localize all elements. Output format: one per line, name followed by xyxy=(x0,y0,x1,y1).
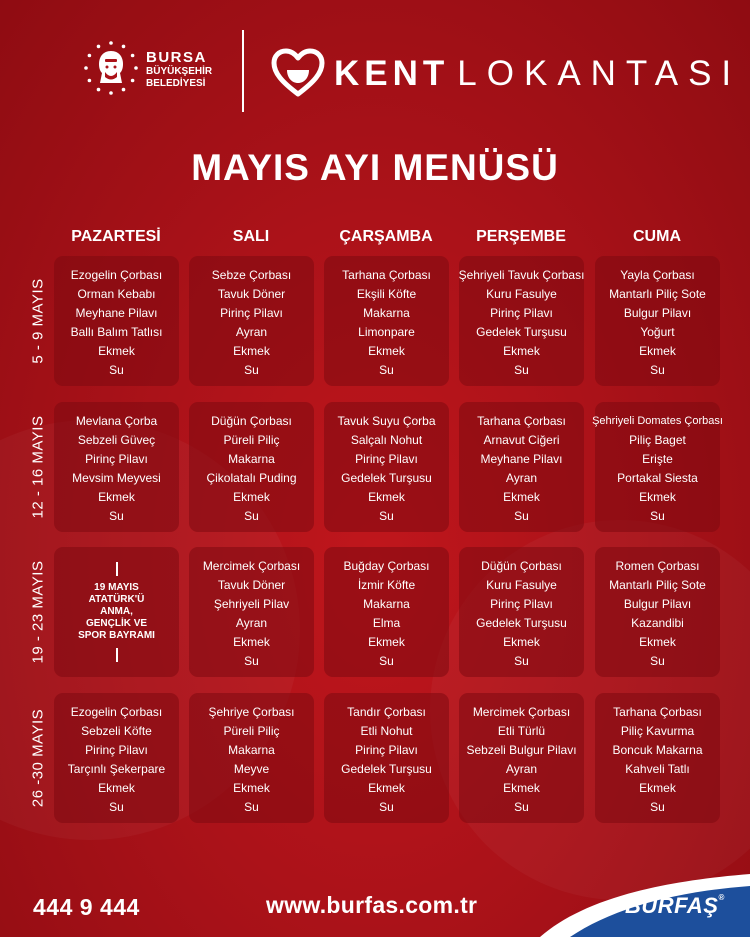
menu-item: Etli Türlü xyxy=(497,724,546,738)
week-label-text: 12 - 16 MAYIS xyxy=(29,415,47,519)
menu-item: Düğün Çorbası xyxy=(211,414,292,428)
menu-item: Yoğurt xyxy=(640,325,675,339)
menu-item: Ekmek xyxy=(503,781,540,795)
menu-item: Şehriye Çorbası xyxy=(208,705,295,719)
menu-item: İzmir Köfte xyxy=(357,578,416,592)
menu-item: Gedelek Turşusu xyxy=(476,616,567,630)
menu-item: Mevlana Çorba xyxy=(75,414,158,428)
menu-item: Ekmek xyxy=(233,490,270,504)
burfas-logo-text: BURFAŞ xyxy=(625,893,719,918)
menu-item: Meyve xyxy=(233,762,270,776)
menu-cell xyxy=(324,256,449,386)
menu-item: Püreli Piliç xyxy=(223,433,280,447)
menu-cell xyxy=(595,547,720,677)
menu-item: Ekmek xyxy=(233,344,270,358)
menu-cell xyxy=(459,547,584,677)
menu-item: Bulgur Pilavı xyxy=(623,306,692,320)
holiday-text: GENÇLİK VE xyxy=(85,618,148,629)
header xyxy=(0,28,750,118)
menu-item: Salçalı Nohut xyxy=(350,433,423,447)
menu-item: Ekşili Köfte xyxy=(356,287,417,301)
menu-item: Mantarlı Piliç Sote xyxy=(609,287,706,301)
menu-cell xyxy=(189,256,314,386)
week-label-text: 19 - 23 MAYIS xyxy=(29,560,47,664)
header-divider xyxy=(242,30,244,112)
menu-item: Ekmek xyxy=(98,490,135,504)
menu-item: Ezogelin Çorbası xyxy=(70,705,163,719)
kent-lokantasi-heart-bowl-icon xyxy=(270,48,326,98)
menu-item: Sebzeli Köfte xyxy=(81,724,152,738)
menu-item: Su xyxy=(650,363,665,377)
menu-item: Ekmek xyxy=(368,781,405,795)
menu-item: Tavuk Döner xyxy=(217,287,286,301)
menu-item: Su xyxy=(514,363,529,377)
menu-item: Makarna xyxy=(228,743,275,757)
holiday-text: 19 MAYIS xyxy=(94,582,139,593)
kent-lokantasi-brand xyxy=(334,54,741,94)
menu-cell xyxy=(54,402,179,532)
municipality-name xyxy=(146,50,212,89)
menu-cell xyxy=(595,693,720,823)
menu-item: Çikolatalı Puding xyxy=(206,471,297,485)
menu-item: Portakal Siesta xyxy=(617,471,698,485)
menu-item: Sebzeli Güveç xyxy=(77,433,156,447)
menu-item: Sebze Çorbası xyxy=(211,268,292,282)
menu-item: Pirinç Pilavı xyxy=(85,743,148,757)
menu-item: Pirinç Pilavı xyxy=(355,452,418,466)
menu-item: Etli Nohut xyxy=(360,724,413,738)
menu-item: Pirinç Pilavı xyxy=(220,306,283,320)
menu-item: Gedelek Turşusu xyxy=(476,325,567,339)
menu-item: Boncuk Makarna xyxy=(612,743,703,757)
week-label-text: 5 - 9 MAYIS xyxy=(29,278,47,364)
day-header-thursday: PERŞEMBE xyxy=(476,228,566,245)
menu-item: Su xyxy=(514,800,529,814)
menu-item: Kazandibi xyxy=(631,616,684,630)
day-header-friday: CUMA xyxy=(633,228,681,245)
day-header-monday: PAZARTESİ xyxy=(71,228,161,245)
day-header-tuesday: SALI xyxy=(232,228,270,245)
menu-item: Sebzeli Bulgur Pilavı xyxy=(466,743,577,757)
menu-item: Pirinç Pilavı xyxy=(85,452,148,466)
menu-item: Su xyxy=(650,509,665,523)
menu-item: Şehriyeli Domates Çorbası xyxy=(592,415,723,427)
menu-item: Ekmek xyxy=(639,344,676,358)
menu-item: Ekmek xyxy=(368,635,405,649)
menu-cell xyxy=(459,256,584,386)
menu-item: Ekmek xyxy=(98,781,135,795)
menu-item: Ekmek xyxy=(503,635,540,649)
menu-item: Ekmek xyxy=(639,635,676,649)
menu-item: Pirinç Pilavı xyxy=(490,597,553,611)
menu-item: Pirinç Pilavı xyxy=(355,743,418,757)
burfas-logo xyxy=(625,893,725,919)
menu-item: Limonpare xyxy=(358,325,415,339)
menu-item: Ekmek xyxy=(98,344,135,358)
menu-item: Kuru Fasulye xyxy=(486,578,557,592)
registered-mark: ® xyxy=(718,893,725,902)
menu-item: Su xyxy=(379,509,394,523)
menu-cell xyxy=(54,256,179,386)
menu-item: Kuru Fasulye xyxy=(486,287,557,301)
municipality-name-line1: BURSA xyxy=(146,49,207,66)
menu-item: Ayran xyxy=(505,762,538,776)
menu-item: Arnavut Ciğeri xyxy=(483,433,560,447)
holiday-cell xyxy=(54,547,179,677)
menu-cell xyxy=(459,693,584,823)
menu-cell xyxy=(189,547,314,677)
menu-item: Su xyxy=(514,654,529,668)
menu-item: Su xyxy=(650,654,665,668)
menu-item: Bulgur Pilavı xyxy=(623,597,692,611)
menu-item: Mercimek Çorbası xyxy=(202,559,301,573)
holiday-text: ANMA, xyxy=(100,606,133,617)
menu-cell xyxy=(189,402,314,532)
menu-item: Tarhana Çorbası xyxy=(342,268,431,282)
menu-item: Ayran xyxy=(505,471,538,485)
menu-item: Su xyxy=(650,800,665,814)
brand-bold-text: KENT xyxy=(334,54,450,93)
menu-item: Su xyxy=(109,509,124,523)
menu-cell xyxy=(324,693,449,823)
menu-item: Su xyxy=(244,509,259,523)
footer-website[interactable]: www.burfas.com.tr xyxy=(266,892,478,918)
menu-item: Su xyxy=(514,509,529,523)
holiday-text: SPOR BAYRAMI xyxy=(78,630,155,641)
holiday-divider xyxy=(116,562,118,576)
bursa-municipality-emblem-icon xyxy=(82,39,140,97)
menu-item: Ekmek xyxy=(368,490,405,504)
menu-item: Meyhane Pilavı xyxy=(75,306,158,320)
menu-item: Ekmek xyxy=(233,781,270,795)
menu-item: Mantarlı Piliç Sote xyxy=(609,578,706,592)
menu-item: Su xyxy=(244,363,259,377)
menu-item: Makarna xyxy=(363,597,410,611)
menu-item: Ballı Balım Tatlısı xyxy=(70,325,163,339)
menu-item: Ezogelin Çorbası xyxy=(70,268,163,282)
menu-cell xyxy=(592,402,723,532)
menu-item: Ekmek xyxy=(233,635,270,649)
menu-item: Romen Çorbası xyxy=(615,559,700,573)
menu-item: Su xyxy=(379,800,394,814)
menu-item: Şehriyeli Tavuk Çorbası xyxy=(458,268,585,282)
holiday-divider xyxy=(116,648,118,662)
menu-item: Pirinç Pilavı xyxy=(490,306,553,320)
menu-item: Gedelek Turşusu xyxy=(341,471,432,485)
menu-item: Makarna xyxy=(228,452,275,466)
menu-cell xyxy=(324,547,449,677)
menu-item: Tavuk Döner xyxy=(217,578,286,592)
menu-item: Makarna xyxy=(363,306,410,320)
brand-light-text: LOKANTASI xyxy=(457,54,742,93)
menu-item: Meyhane Pilavı xyxy=(480,452,563,466)
menu-item: Düğün Çorbası xyxy=(481,559,562,573)
menu-item: Su xyxy=(109,800,124,814)
menu-item: Erişte xyxy=(642,452,673,466)
menu-item: Tarhana Çorbası xyxy=(613,705,702,719)
menu-item: Tandır Çorbası xyxy=(347,705,426,719)
menu-item: Buğday Çorbası xyxy=(343,559,430,573)
menu-item: Ekmek xyxy=(503,490,540,504)
menu-item: Ayran xyxy=(235,325,268,339)
menu-cell xyxy=(459,402,584,532)
menu-item: Piliç Kavurma xyxy=(620,724,695,738)
week-label-text: 26 -30 MAYIS xyxy=(29,708,47,808)
menu-item: Şehriyeli Pilav xyxy=(213,597,290,611)
menu-item: Ekmek xyxy=(503,344,540,358)
menu-item: Ekmek xyxy=(639,490,676,504)
menu-item: Yayla Çorbası xyxy=(620,268,695,282)
menu-item: Tarhana Çorbası xyxy=(477,414,566,428)
page-title: MAYIS AYI MENÜSÜ xyxy=(191,147,559,188)
menu-cell xyxy=(324,402,449,532)
menu-item: Piliç Baget xyxy=(629,433,686,447)
menu-cell xyxy=(54,693,179,823)
municipality-name-line2: BÜYÜKŞEHİR xyxy=(146,66,213,77)
menu-item: Su xyxy=(244,800,259,814)
menu-item: Ayran xyxy=(235,616,268,630)
menu-item: Ekmek xyxy=(639,781,676,795)
menu-item: Mercimek Çorbası xyxy=(472,705,571,719)
footer-phone: 444 9 444 xyxy=(33,894,140,920)
menu-cell xyxy=(595,256,720,386)
menu-cell xyxy=(189,693,314,823)
menu-item: Tavuk Suyu Çorba xyxy=(337,414,436,428)
menu-item: Tarçınlı Şekerpare xyxy=(67,762,166,776)
menu-item: Elma xyxy=(372,616,401,630)
municipality-name-line3: BELEDİYESİ xyxy=(146,78,206,89)
menu-item: Püreli Piliç xyxy=(223,724,280,738)
menu-item: Su xyxy=(379,363,394,377)
day-header-wednesday: ÇARŞAMBA xyxy=(339,228,433,245)
menu-item: Su xyxy=(379,654,394,668)
menu-item: Mevsim Meyvesi xyxy=(72,471,161,485)
menu-item: Gedelek Turşusu xyxy=(341,762,432,776)
menu-item: Ekmek xyxy=(368,344,405,358)
menu-item: Orman Kebabı xyxy=(77,287,156,301)
menu-item: Kahveli Tatlı xyxy=(625,762,690,776)
menu-item: Su xyxy=(109,363,124,377)
menu-item: Su xyxy=(244,654,259,668)
holiday-text: ATATÜRK'Ü xyxy=(88,594,145,605)
